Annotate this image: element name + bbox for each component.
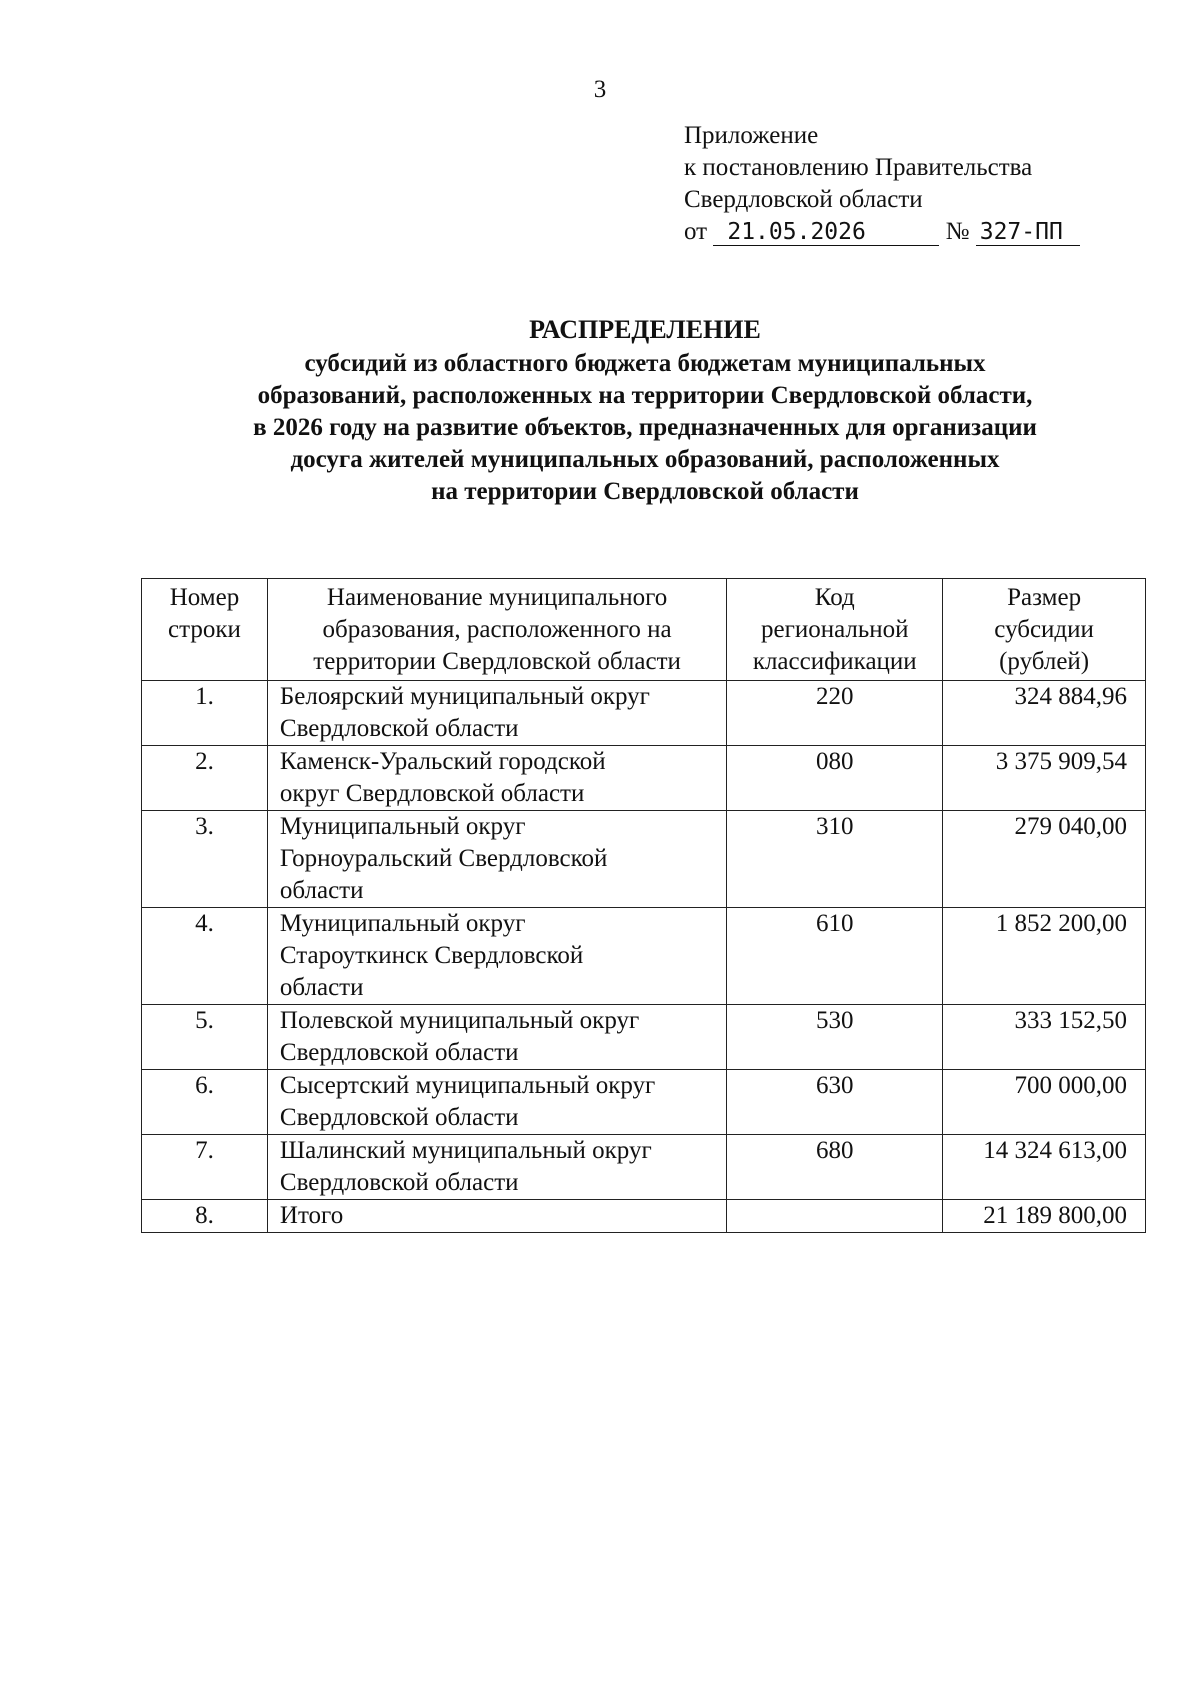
municipality-name-line: Муниципальный округ xyxy=(279,813,526,840)
municipality-name xyxy=(267,908,726,1005)
municipality-name xyxy=(267,1005,726,1070)
title-line: субсидий из областного бюджета бюджетам муниципальных xyxy=(304,350,986,377)
row-number: 6. xyxy=(142,1070,268,1135)
municipality-name-line: Полевской муниципальный округ xyxy=(279,1007,640,1034)
municipality-name-line: Свердловской области xyxy=(279,1169,519,1196)
number-prefix: № xyxy=(945,218,970,245)
appendix-line-1: Приложение xyxy=(684,122,819,149)
row-number: 4. xyxy=(142,908,268,1005)
municipality-name-line: Свердловской области xyxy=(279,1039,519,1066)
table-row xyxy=(142,1135,1146,1200)
municipality-name-line: Свердловской области xyxy=(279,715,519,742)
header-subsidy-amount: Размер субсидии (рублей) xyxy=(943,579,1146,681)
municipality-name-line: Сысертский муниципальный округ xyxy=(279,1072,656,1099)
table-row xyxy=(142,1070,1146,1135)
appendix-line-3: Свердловской области xyxy=(684,186,923,213)
subsidy-amount: 1 852 200,00 xyxy=(943,908,1146,1005)
header-row-number: Номер строки xyxy=(142,579,268,681)
municipality-name xyxy=(267,1200,726,1233)
municipality-name-line: Белоярский муниципальный округ xyxy=(279,683,650,710)
title-main: РАСПРЕДЕЛЕНИЕ xyxy=(529,315,761,344)
municipality-name xyxy=(267,811,726,908)
municipality-name xyxy=(267,1135,726,1200)
row-number: 8. xyxy=(142,1200,268,1233)
region-code: 530 xyxy=(727,1005,943,1070)
header-row xyxy=(142,579,1146,681)
appendix-line-2: к постановлению Правительства xyxy=(684,154,1033,181)
region-code xyxy=(727,1200,943,1233)
page-number: 3 xyxy=(593,76,607,103)
table-row xyxy=(142,681,1146,746)
region-code: 310 xyxy=(727,811,943,908)
municipality-name-line: Шалинский муниципальный округ xyxy=(279,1137,652,1164)
region-code: 220 xyxy=(727,681,943,746)
date-prefix: от xyxy=(684,218,708,245)
municipality-name xyxy=(267,746,726,811)
municipality-name xyxy=(267,681,726,746)
row-number: 7. xyxy=(142,1135,268,1200)
municipality-name xyxy=(267,1070,726,1135)
table-row xyxy=(142,1005,1146,1070)
row-number: 5. xyxy=(142,1005,268,1070)
title-line: на территории Свердловской области xyxy=(431,478,859,505)
header-region-code: Код региональной классификации xyxy=(727,579,943,681)
title-line: в 2026 году на развитие объектов, предназначенных для организации xyxy=(253,414,1037,441)
resolution-number: 327-ПП xyxy=(976,219,1080,246)
row-number: 1. xyxy=(142,681,268,746)
municipality-name-line: Свердловской области xyxy=(279,1104,519,1131)
subsidy-amount: 333 152,50 xyxy=(943,1005,1146,1070)
subsidy-amount: 3 375 909,54 xyxy=(943,746,1146,811)
table-row xyxy=(142,811,1146,908)
title-line: досуга жителей муниципальных образований, расположенных xyxy=(290,446,1000,473)
municipality-name-line: Горноуральский Свердловской xyxy=(279,845,608,872)
resolution-date: 21.05.2026 xyxy=(713,219,939,246)
municipality-name-line: области xyxy=(279,974,364,1001)
subsidy-amount: 14 324 613,00 xyxy=(943,1135,1146,1200)
appendix-block xyxy=(684,120,1164,248)
table-row xyxy=(142,908,1146,1005)
document-title xyxy=(150,314,1140,508)
title-line: образований, расположенных на территории Свердловской области, xyxy=(257,382,1033,409)
appendix-date-line xyxy=(684,216,1164,248)
table-body xyxy=(142,681,1146,1233)
subsidy-amount: 700 000,00 xyxy=(943,1070,1146,1135)
municipality-name-line: Муниципальный округ xyxy=(279,910,526,937)
table-header xyxy=(142,579,1146,681)
table-row xyxy=(142,746,1146,811)
municipality-name-line: Староуткинск Свердловской xyxy=(279,942,584,969)
municipality-name-line: области xyxy=(279,877,364,904)
distribution-table xyxy=(141,578,1146,1233)
subsidy-amount: 324 884,96 xyxy=(943,681,1146,746)
region-code: 680 xyxy=(727,1135,943,1200)
region-code: 630 xyxy=(727,1070,943,1135)
subsidy-amount: 279 040,00 xyxy=(943,811,1146,908)
table-row xyxy=(142,1200,1146,1233)
municipality-name-line: Итого xyxy=(279,1202,344,1229)
municipality-name-line: Каменск-Уральский городской xyxy=(279,748,606,775)
municipality-name-line: округ Свердловской области xyxy=(279,780,585,807)
region-code: 610 xyxy=(727,908,943,1005)
header-municipality-name: Наименование муниципального образования, расположенного на территории Свердловской области xyxy=(267,579,726,681)
subsidy-amount: 21 189 800,00 xyxy=(943,1200,1146,1233)
row-number: 3. xyxy=(142,811,268,908)
region-code: 080 xyxy=(727,746,943,811)
row-number: 2. xyxy=(142,746,268,811)
